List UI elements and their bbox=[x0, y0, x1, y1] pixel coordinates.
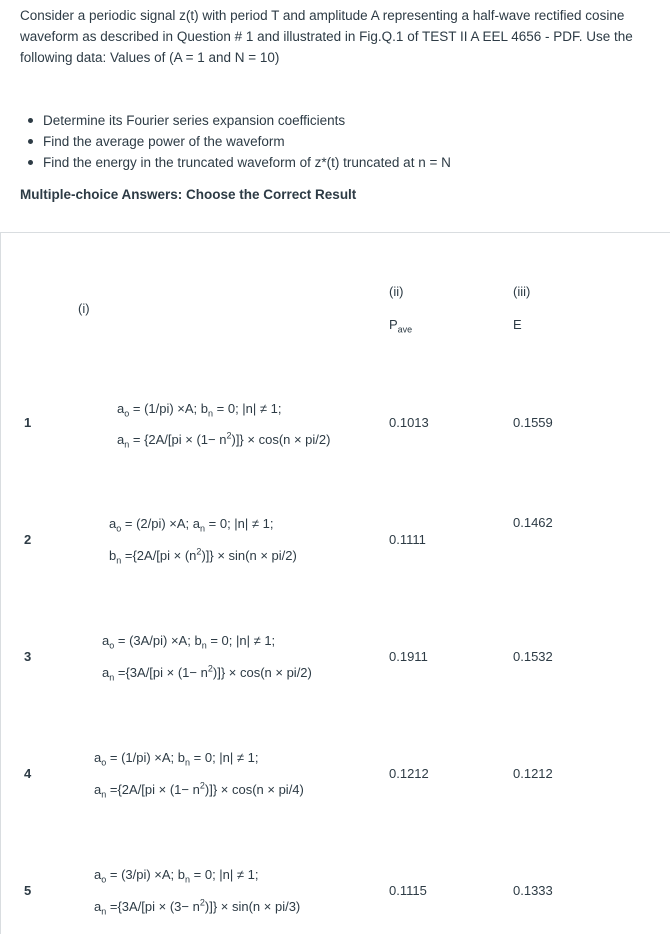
col-header-iii: (iii) bbox=[513, 284, 531, 299]
row-energy: 0.1532 bbox=[513, 649, 553, 664]
choices-heading: Multiple-choice Answers: Choose the Correct Result bbox=[20, 187, 357, 202]
row-formula-line1: $a_o = (1/pi) \times A$; $b_n = 0$; |n| ≠ 1; bbox=[94, 750, 259, 768]
row-formula-line2: $b_n =\{2A/[pi \times (n^2)]\} \times \sin(n \times pi/2)$ bbox=[109, 546, 297, 566]
col-header-ii: (ii) bbox=[389, 284, 404, 299]
row-pave: 0.1911 bbox=[389, 649, 428, 664]
task-text: Find the energy in the truncated waveform of z*(t) truncated at n = N bbox=[43, 155, 451, 170]
row-energy: 0.1333 bbox=[513, 883, 553, 898]
row-formula-line1: $a_o = (3A/pi) \times A$; $b_n = 0$; |n| ≠ 1; bbox=[102, 633, 276, 651]
col-header-i: (i) bbox=[78, 301, 90, 316]
col-header-pave: $P_{ave}$ bbox=[389, 317, 413, 335]
task-text: Find the average power of the waveform bbox=[43, 134, 285, 149]
task-list bbox=[20, 110, 451, 173]
row-pave: 0.1212 bbox=[389, 766, 429, 781]
row-formula-line1: $a_o = (2/pi) \times A$; $a_n = 0$; |n| ≠ 1; bbox=[109, 516, 274, 534]
row-number: 2 bbox=[24, 532, 32, 547]
row-formula-line2: $a_n = \{2A/[pi \times (1- n^2)]\} \times \cos(n \times pi/2)$ bbox=[117, 430, 331, 450]
row-number: 3 bbox=[24, 649, 32, 664]
bullet-icon bbox=[28, 118, 33, 123]
row-number: 1 bbox=[24, 415, 32, 430]
row-formula-line2: $a_n =\{2A/[pi \times (1- n^2)]\} \times \cos(n \times pi/4)$ bbox=[94, 780, 304, 800]
answer-table bbox=[0, 232, 670, 934]
row-pave: 0.1115 bbox=[389, 883, 427, 898]
task-text: Determine its Fourier series expansion coefficients bbox=[43, 113, 346, 128]
question-intro: Consider a periodic signal z(t) with period T and amplitude A representing a half-wave rectified cosine waveform as described in Question # 1 and illustrated in Fig.Q.1 of TEST II A EEL 4656 - PDF. Use the following data: Values of (A = 1 and N = 10) bbox=[20, 8, 633, 65]
row-formula-line2: $a_n =\{3A/[pi \times (3- n^2)]\} \times \sin(n \times pi/3)$ bbox=[94, 897, 301, 917]
row-pave: 0.1013 bbox=[389, 415, 429, 430]
col-header-energy: E bbox=[513, 317, 522, 332]
task-item bbox=[20, 131, 451, 152]
row-energy: 0.1212 bbox=[513, 766, 553, 781]
row-formula-line1: $a_o = (1/pi) \times A$; $b_n = 0$; |n| ≠ 1; bbox=[117, 401, 282, 419]
row-formula-line1: $a_o = (3/pi) \times A$; $b_n = 0$; |n| ≠ 1; bbox=[94, 867, 259, 885]
bullet-icon bbox=[28, 160, 33, 165]
bullet-icon bbox=[28, 139, 33, 144]
row-energy: 0.1559 bbox=[513, 415, 553, 430]
row-pave: 0.1111 bbox=[389, 532, 426, 547]
row-number: 4 bbox=[24, 766, 32, 781]
row-number: 5 bbox=[24, 883, 32, 898]
task-item bbox=[20, 110, 451, 131]
task-item bbox=[20, 152, 451, 173]
row-formula-line2: $a_n =\{3A/[pi \times (1- n^2)]\} \times \cos(n \times pi/2)$ bbox=[102, 663, 312, 683]
row-energy: 0.1462 bbox=[513, 515, 553, 530]
